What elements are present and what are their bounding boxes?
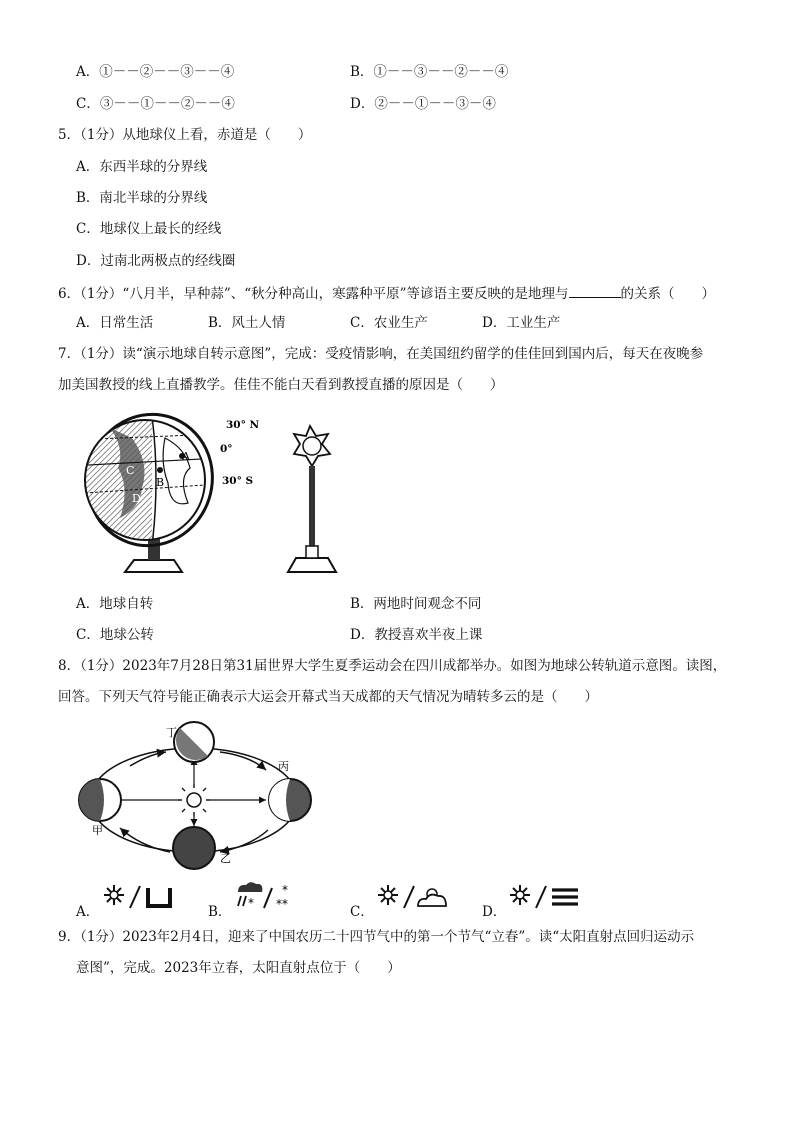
q8-option-b[interactable] [208,880,318,920]
label-bing: 丙 [278,760,289,773]
q6-stem [58,283,715,303]
svg-text:*: * [282,883,288,897]
earth-yi [173,827,215,869]
q4-option-b[interactable]: B．①－－③－－②－－④ [350,64,509,80]
q9-stem-line1: 9．（1分）2023年2月4日，迎来了中国农历二十四节气中的第一个节气“立春”。读“太阳直射点回归运动示 [58,929,695,945]
label-30n: 30° N [226,419,260,431]
q7-stem-line2: 加美国教授的线上直播教学。佳佳不能白天看到教授直播的原因是（ ） [58,377,504,393]
globe-stand-base [125,560,182,572]
svg-text:*: * [248,896,254,910]
q6-option-d[interactable]: D．工业生产 [482,315,561,331]
label-ding: 丁 [166,726,177,739]
q7-option-d[interactable]: D．教授喜欢半夜上课 [350,627,483,643]
globe-point-b-dot [157,467,163,473]
q9-stem-line2: 意图”，完成。2023年立春，太阳直射点位于（ ） [76,960,401,976]
q4-option-c[interactable]: C．③－－①－－②－－④ [76,96,235,112]
globe-rotation-figure [70,408,360,580]
label-b: B [156,476,165,489]
sunny-to-haze-icon [506,882,586,912]
label-equator: 0° [220,443,233,455]
svg-text:**: ** [276,897,288,911]
q8-option-c[interactable] [350,880,460,920]
q8-option-d[interactable] [482,880,592,920]
rain-to-snow-icon [232,880,312,912]
q5-option-b[interactable]: B．南北半球的分界线 [76,190,208,206]
q6-option-b[interactable]: B．风土人情 [208,315,286,331]
q6-option-c[interactable]: C．农业生产 [350,315,428,331]
q4-option-a[interactable]: A．①－－②－－③－－④ [76,64,235,80]
label-yi: 乙 [220,852,231,865]
label-c: C [126,464,135,477]
q5-option-c[interactable]: C．地球仪上最长的经线 [76,221,222,237]
q6-option-a[interactable]: A．日常生活 [76,315,154,331]
q4-option-d[interactable]: D．②－－①－－③－④ [350,96,496,112]
sunny-to-cloudy-icon [374,882,454,912]
sunny-to-fog-icon [100,882,180,912]
earth-jia [79,779,121,821]
lamp-sun-icon [288,426,336,572]
q7-option-b[interactable]: B．两地时间观念不同 [350,596,482,612]
earth-bing [269,779,311,821]
q5-option-d[interactable]: D．过南北两极点的经线圈 [76,253,236,269]
q8-option-d-letter: D． [482,904,507,920]
q8-option-b-letter: B． [208,904,232,920]
q8-option-a[interactable] [76,880,186,920]
q8-option-c-letter: C． [350,904,374,920]
label-a: A [182,450,190,463]
q8-option-a-letter: A． [76,904,100,920]
q8-stem-line2: 回答。下列天气符号能正确表示大运会开幕式当天成都的天气情况为晴转多云的是（ ） [58,689,598,705]
q6-stem-part2: 的关系（ ） [620,286,716,302]
earth-orbit-figure [70,718,330,873]
label-d: D [132,492,141,505]
q6-stem-part1: 6．（1分）“八月半，早种蒜”、“秋分种高山，寒露种平原”等谚语主要反映的是地理与 [58,286,569,302]
label-jia: 甲 [92,824,103,837]
q5-option-a[interactable]: A．东西半球的分界线 [76,159,208,175]
q7-stem-line1: 7．（1分）读“演示地球自转示意图”，完成：受疫情影响，在美国纽约留学的佳佳回到国内后，每天在夜晚参 [58,346,704,362]
sun-icon [178,784,210,816]
q7-option-c[interactable]: C．地球公转 [76,627,154,643]
q5-stem: 5．（1分）从地球仪上看，赤道是（ ） [58,127,312,143]
label-30s: 30° S [222,475,254,487]
earth-ding [174,722,214,762]
q7-option-a[interactable]: A．地球自转 [76,596,154,612]
q8-stem-line1: 8．（1分）2023年7月28日第31届世界大学生夏季运动会在四川成都举办。如图为地球公转轨道示意图。读图， [58,658,727,674]
q6-answer-blank [569,283,621,298]
